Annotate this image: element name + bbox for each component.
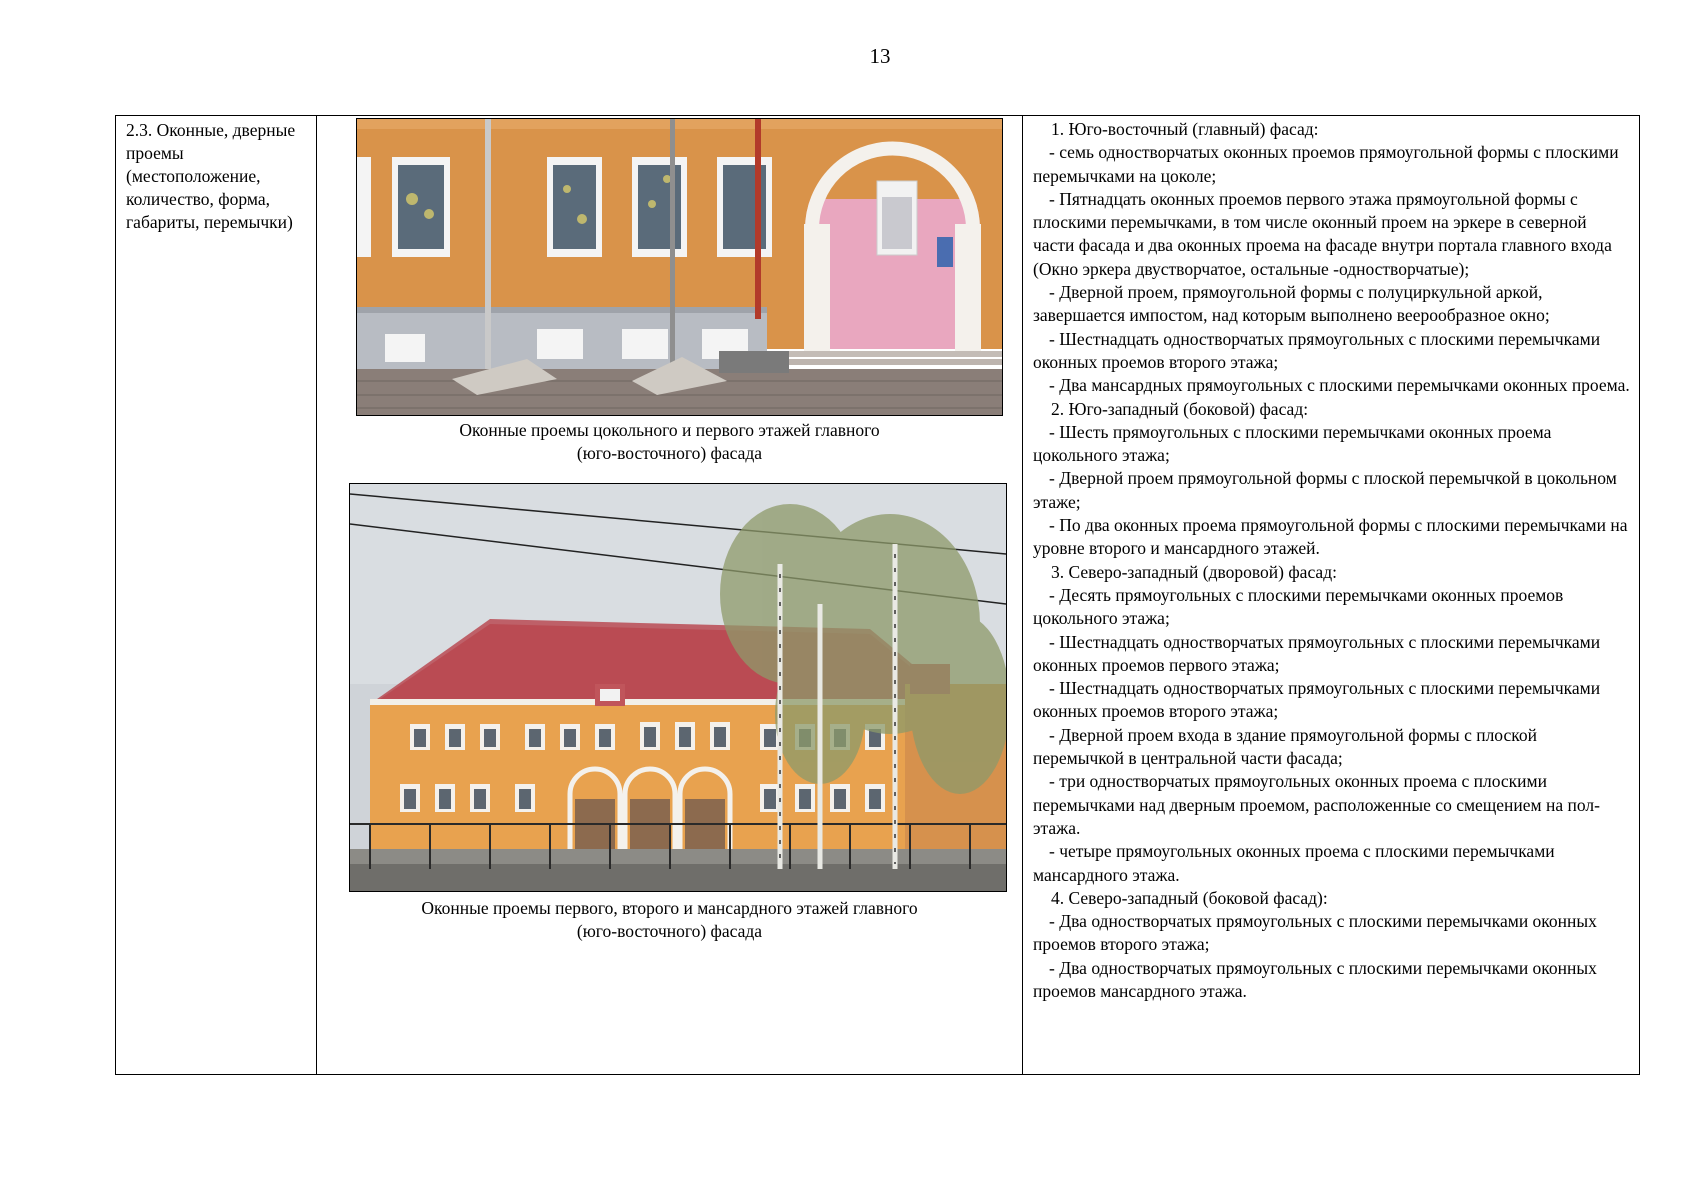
facade-list-item: - Два одностворчатых прямоугольных с плоскими перемычками оконных проемов мансардного этажа. bbox=[1033, 957, 1597, 1001]
facade-heading: 4. Северо-западный (боковой фасад): bbox=[1051, 887, 1328, 908]
facade-list-item: - Десять прямоугольных с плоскими перемычками оконных проемов цокольного этажа; bbox=[1033, 584, 1564, 629]
caption-line: (юго-восточного) фасада bbox=[576, 443, 763, 463]
facade-list-item: - Шестнадцать одностворчатых прямоугольных с плоскими перемычками оконных проемов первого этажа; bbox=[1033, 631, 1601, 675]
caption-line: (юго-восточного) фасада bbox=[576, 921, 763, 941]
facade-heading: 3. Северо-западный (дворовой) фасад: bbox=[1051, 561, 1337, 582]
facade-photo-1-image bbox=[357, 119, 1002, 415]
facade-list-item: - Дверной проем входа в здание прямоугольной формы с плоской перемычкой в центральной части фасада; bbox=[1033, 724, 1537, 769]
facade-list-item: - По два оконных проема прямоугольной формы с плоскими перемычками на уровне второго и мансардного этажей. bbox=[1033, 515, 1628, 559]
facade-photo-2-image bbox=[350, 484, 1006, 891]
facade-list-item: - Дверной проем прямоугольной формы с плоской перемычкой в цокольном этаже; bbox=[1033, 468, 1617, 512]
facade-list-item: - Шесть прямоугольных с плоскими перемычками оконных проема цокольного этажа; bbox=[1033, 421, 1552, 466]
document-table bbox=[115, 115, 1640, 1075]
facade-photo-1 bbox=[356, 118, 1003, 416]
photo-caption-1 bbox=[317, 419, 1022, 465]
facade-list-item: - Пятнадцать оконных проемов первого этажа прямоугольной формы с плоскими перемычками, в том числе оконный проем на эркере в северной части фасада и два оконных проема на фасаде внутри портала главного входа (Окно эркера двустворчатое, остальные -одностворчатые); bbox=[1033, 188, 1612, 279]
facade-photo-2 bbox=[349, 483, 1007, 892]
facade-list-item: - четыре прямоугольных оконных проема с плоскими перемычками мансардного этажа. bbox=[1033, 841, 1555, 885]
facade-list-item: - Шестнадцать одностворчатых прямоугольных с плоскими перемычками оконных проемов второго этажа; bbox=[1033, 328, 1601, 372]
facade-list-item: - Два одностворчатых прямоугольных с плоскими перемычками оконных проемов второго этажа; bbox=[1033, 911, 1597, 955]
facade-list-item: - Дверной проем, прямоугольной формы с полуциркульной аркой, завершается импостом, над которым выполнено веерообразное окно; bbox=[1033, 282, 1550, 326]
caption-line: Оконные проемы первого, второго и мансардного этажей главного bbox=[421, 898, 918, 918]
facade-description bbox=[1023, 116, 1639, 1003]
description-cell bbox=[1023, 116, 1640, 1075]
item-label: 2.3. Оконные, дверные проемы (местоположение, количество, форма, габариты, перемычки) bbox=[126, 120, 296, 232]
caption-line: Оконные проемы цокольного и первого этажей главного bbox=[459, 420, 880, 440]
label-cell bbox=[116, 116, 317, 1075]
photos-cell bbox=[317, 116, 1023, 1075]
facade-list-item: - Два мансардных прямоугольных с плоскими перемычками оконных проема. bbox=[1049, 375, 1630, 396]
facade-heading: 2. Юго-западный (боковой) фасад: bbox=[1051, 398, 1309, 419]
facade-list-item: - Шестнадцать одностворчатых прямоугольных с плоскими перемычками оконных проемов второго этажа; bbox=[1033, 678, 1601, 722]
facade-heading: 1. Юго-восточный (главный) фасад: bbox=[1051, 119, 1319, 139]
photo-caption-2 bbox=[317, 897, 1022, 943]
photo-block-2 bbox=[317, 483, 1022, 943]
photo-block-1 bbox=[317, 118, 1022, 465]
facade-list-item: - семь одностворчатых оконных проемов прямоугольной формы с плоскими перемычками на цоколе; bbox=[1033, 142, 1619, 186]
table-row bbox=[116, 116, 1640, 1075]
page-number: 13 bbox=[869, 44, 891, 68]
facade-list-item: - три одностворчатых прямоугольных оконных проема с плоскими перемычками над дверным проемом, расположенные со смещением на пол-этажа. bbox=[1033, 771, 1600, 838]
